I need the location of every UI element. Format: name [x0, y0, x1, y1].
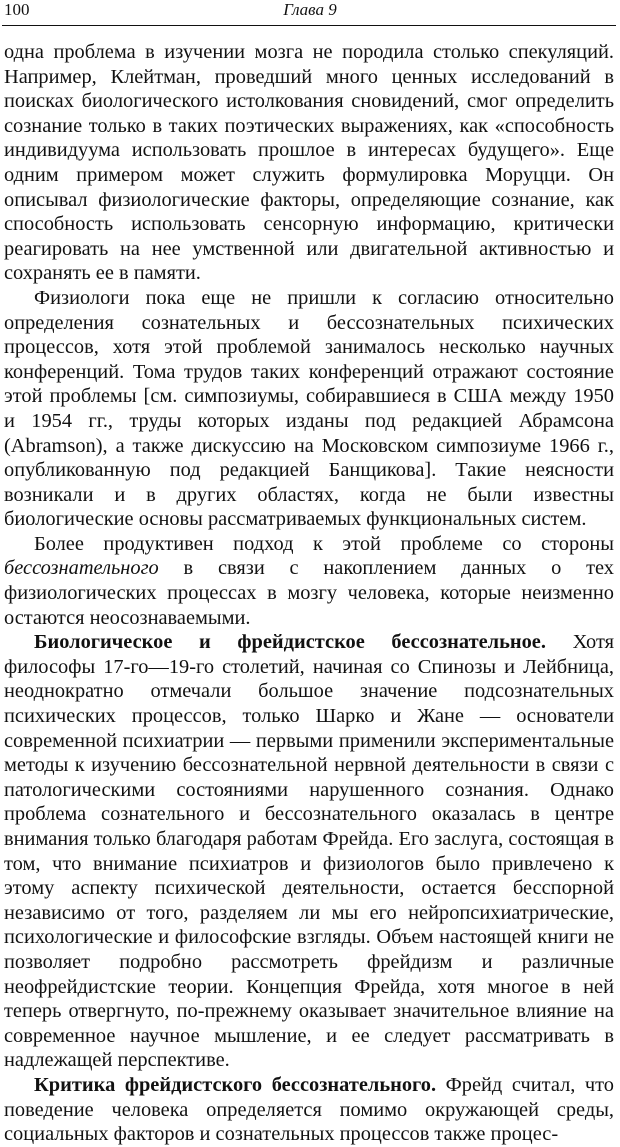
paragraph-text-after: в связи с накоплением данных о тех физиологических процессах в мозгу человека, которые неизменно остаются неосознаваемыми.: [4, 557, 614, 629]
paragraph-continuation: [4, 40, 614, 286]
paragraph-freudian-critique: [4, 1073, 614, 1147]
body-text: [4, 40, 614, 1147]
paragraph-physiologists: [4, 286, 614, 532]
paragraph-text: Фрейд считал, что поведение человека определяется помимо окружающей среды, социальных факторов и сознательных процессов также процес-: [4, 1073, 614, 1146]
section-lead-heading: Биологическое и фрейдистское бессознательное.: [34, 631, 546, 654]
italic-term: бессознательного: [4, 557, 159, 580]
section-lead-heading: Критика фрейдистского бессознательного.: [34, 1073, 437, 1096]
paragraph-text: Физиологи пока еще не пришли к согласию относительно определения сознательных и бессознательных психических процессов, хотя этой проблемой занималось несколько научных конференций. Тома трудов таких конференций отражают состояние этой проблемы [см. симпозиумы, собиравшиеся в США между 1950 и 1954 гг., труды которых изданы под редакцией Абрамсона (Abramson), а также дискуссию на Московском симпозиуме 1966 г., опубликованную под редакцией Банщикова]. Такие неясности возникали и в других областях, когда не были известны биологические основы рассматриваемых функциональных систем.: [4, 286, 614, 531]
paragraph-biological-freudian: [4, 630, 614, 1073]
paragraph-text-before: Более продуктивен подход к этой проблеме со стороны: [34, 532, 614, 555]
paragraph-text: Хотя философы 17-го—19-го столетий, начиная со Спинозы и Лейбница, неоднократно отмечали большое значение подсознательных психических процессов, только Шарко и Жане — основатели современной психиатрии — первыми применили экспериментальные методы к изучению бессознательной нервной деятельности в связи с патологическими состояниями нарушенного сознания. Однако проблема сознательного и бессознательного оказалась в центре внимания только благодаря работам Фрейда. Его заслуга, состоящая в том, что внимание психиатров и физиологов было привлечено к этому аспекту психической деятельности, остается бесспорной независимо от того, разделяем ли мы его нейропсихиатрические, психологические и философские взгляды. Объем настоящей книги не позволяет подробно рассмотреть фрейдизм и различные неофрейдистские теории. Концепция Фрейда, хотя многое в ней теперь отвергнуто, по-прежнему оказывает значительное влияние на современное научное мышление, и ее следует рассматривать в надлежащей перспективе.: [4, 631, 614, 1072]
running-head: Глава 9: [283, 0, 337, 19]
header-rule: [2, 25, 616, 26]
page-header: [4, 0, 616, 22]
paragraph-text: одна проблема в изучении мозга не породила столько спекуляций. Например, Клейтман, проведший много ценных исследований в поисках биологического истолкования сновидений, смог определить сознание только в таких поэтических выражениях, как «способность индивидуума использовать прошлое в интересах будущего». Еще одним примером может служить формулировка Моруцци. Он описывал физиологические факторы, определяющие сознание, как способность использовать сенсорную информацию, критически реагировать на нее умственной или двигательной активностью и сохранять ее в памяти.: [4, 41, 614, 285]
paragraph-unconscious-approach: [4, 532, 614, 630]
page-number: 100: [4, 0, 30, 19]
